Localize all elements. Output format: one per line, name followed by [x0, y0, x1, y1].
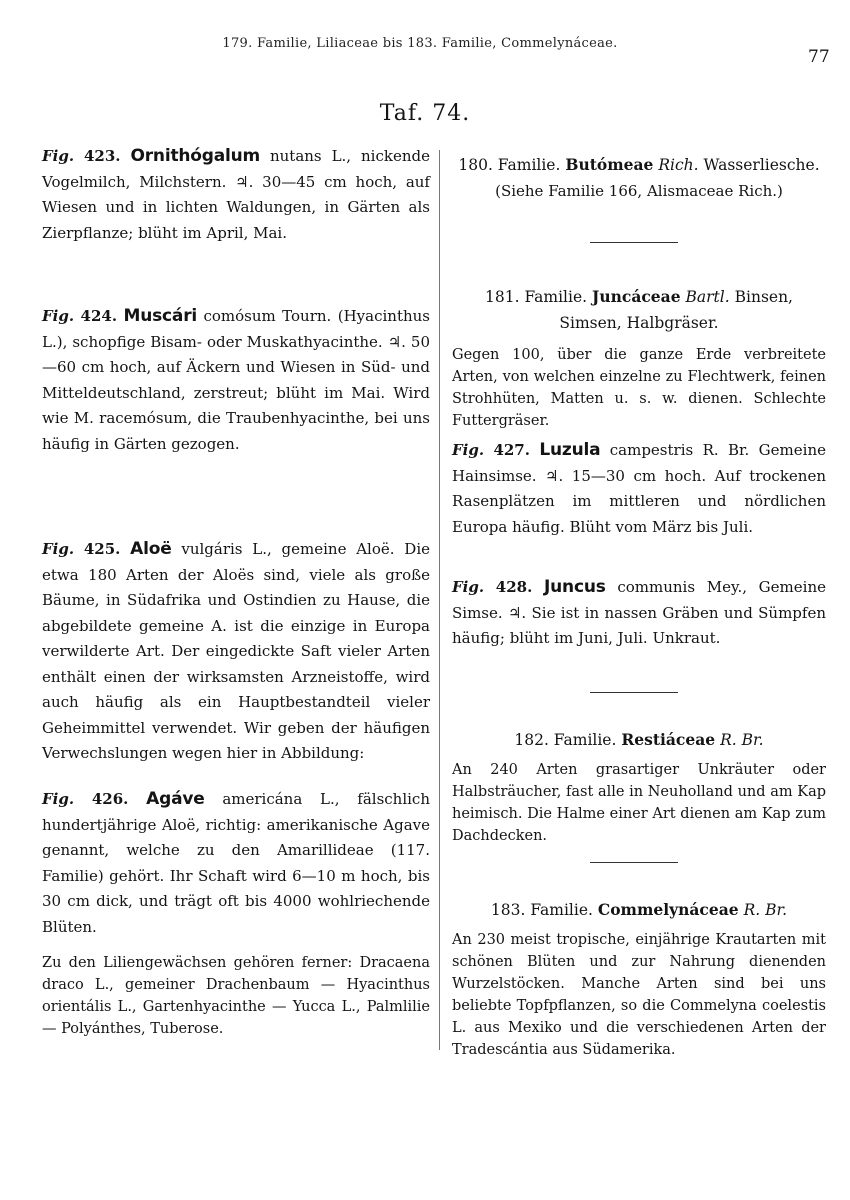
fig-number: 425.: [83, 540, 121, 558]
family-description: Gegen 100, über die ganze Erde verbreitete Arten, von welchen einzelne zu Flechtwerk, feinen Strohhüten, Matten u. s. w. dienen. Schlechte Futtergräser.: [452, 347, 826, 429]
family-author: Bartl.: [685, 288, 730, 306]
section-rule: [590, 862, 678, 863]
entry-fig-426: [42, 787, 430, 940]
fig-label: Fig.: [42, 540, 75, 558]
fig-number: 428.: [495, 578, 533, 596]
fig-label: Fig.: [452, 441, 485, 459]
family-name: Commelynáceae: [597, 900, 739, 919]
family-heading: [452, 152, 826, 178]
fig-number: 426.: [91, 790, 129, 808]
family-name: Restiáceae: [621, 730, 716, 749]
genus-name: Agáve: [146, 789, 205, 809]
family-note: Zu den Liliengewächsen gehören ferner: Dracaena draco L., gemeiner Drachenbaum — Hyacinthus orientális L., Gartenhyacinthe — Yucca L., Palmlilie — Polyánthes, Tuberose.: [42, 955, 430, 1037]
family-description: An 230 meist tropische, einjährige Krautarten mit schönen Blüten und zur Nahrung dienenden Wurzelstöcken. Manche Arten sind bei uns beliebte Topfpflanzen, so die Commelyna coelestis L. aus Mexiko und die verschiedenen Arten der Tradescántia aus Südamerika.: [452, 932, 826, 1058]
entry-fig-425: [42, 537, 430, 767]
entry-fig-428: [452, 575, 826, 652]
entry-fig-424: [42, 304, 430, 457]
fig-label: Fig.: [42, 307, 75, 325]
left-column: [42, 146, 430, 1052]
family-182: [452, 727, 826, 847]
entry-fig-423: [42, 144, 430, 246]
entry-text: americána L., fälschlich hundertjährige Aloë, richtig: amerikanische Agave genannt, welche zu den Amarillideae (117. Familie) gehört. Ihr Schaft wird 6—10 m hoch, bis 30 cm dick, und trägt oft bis 4000 wohlriechende Blüten.: [42, 790, 430, 936]
fig-number: 424.: [80, 307, 118, 325]
genus-name: Luzula: [539, 440, 601, 460]
entry-fig-427: [452, 438, 826, 540]
fig-number: 423.: [84, 147, 121, 165]
entry-text: vulgáris L., gemeine Aloë. Die etwa 180 Arten der Aloës sind, viele als große Bäume, in Südafrika und Ostindien zu Hause, die abgebildete gemeine A. ist die einzige in Europa verwilderte Art. Der eingedickte Saft vieler Arten enthält einen der wirksamsten Arzneistoffe, wird auch häufig als ein Hauptbestandteil vieler Geheimmittel verwendet. Wir geben der häufigen Verwechslungen wegen hier in Abbildung:: [42, 540, 430, 762]
genus-name: Aloë: [130, 539, 172, 559]
family-heading: [452, 284, 826, 336]
family-description: An 240 Arten grasartiger Unkräuter oder Halbsträucher, fast alle in Neuholland und am Kap heimisch. Die Halme einer Art dienen am Kap zum Dachdecken.: [452, 762, 826, 844]
family-number: 182. Familie.: [514, 731, 617, 749]
genus-name: Ornithógalum: [130, 146, 261, 166]
family-name: Butómeae: [565, 155, 654, 174]
fig-label: Fig.: [452, 578, 485, 596]
section-rule: [590, 242, 678, 243]
family-common-name: Binsen, Simsen, Halbgräser.: [559, 288, 793, 332]
family-author: R. Br.: [720, 731, 764, 749]
entry-text: communis Mey., Gemeine Simse. ♃. Sie ist in nassen Gräben und Sümpfen häufig; blüht im Juni, Juli. Unkraut.: [452, 578, 826, 647]
family-heading: [452, 897, 826, 923]
entry-text: campestris R. Br. Gemeine Hainsimse. ♃. 15—30 cm hoch. Auf trockenen Rasenplätzen im mittleren und nördlichen Europa häufig. Blüht vom März bis Juli.: [452, 441, 826, 536]
right-column: [452, 152, 826, 1058]
family-number: 181. Familie.: [485, 288, 588, 306]
fig-number: 427.: [493, 441, 530, 459]
genus-name: Muscári: [123, 306, 198, 326]
family-common-name: Wasserliesche.: [703, 156, 820, 174]
family-author: R. Br.: [743, 901, 788, 919]
column-divider: [439, 150, 440, 1050]
fig-label: Fig.: [42, 790, 75, 808]
family-number: 183. Familie.: [490, 901, 593, 919]
family-name: Juncáceae: [592, 287, 681, 306]
family-180: [452, 152, 826, 204]
section-rule: [590, 692, 678, 693]
family-see-reference: (Siehe Familie 166, Alismaceae Rich.): [495, 182, 783, 200]
running-head: 179. Familie, Liliaceae bis 183. Familie, Commelynáceae.: [222, 36, 618, 51]
family-183: [452, 897, 826, 1061]
family-author: Rich.: [658, 156, 699, 174]
genus-name: Juncus: [544, 577, 606, 597]
family-number: 180. Familie.: [458, 156, 561, 174]
entry-text: nutans L., nickende Vogelmilch, Milchstern. ♃. 30—45 cm hoch, auf Wiesen und in lichten Waldungen, in Gärten als Zierpflanze; blüht im April, Mai.: [42, 147, 430, 242]
plate-title: Taf. 74.: [379, 101, 471, 126]
family-181: [452, 284, 826, 432]
fig-label: Fig.: [42, 147, 75, 165]
family-heading: [452, 727, 826, 753]
entry-text: comósum Tourn. (Hyacinthus L.), schopfige Bisam- oder Muskathyacinthe. ♃. 50—60 cm hoch, auf Äckern und Wiesen in Süd- und Mitteldeutschland, zerstreut; blüht im Mai. Wird wie M. racemósum, die Traubenhyacinthe, bei uns häufig in Gärten gezogen.: [42, 307, 430, 453]
page-number: 77: [808, 47, 830, 67]
